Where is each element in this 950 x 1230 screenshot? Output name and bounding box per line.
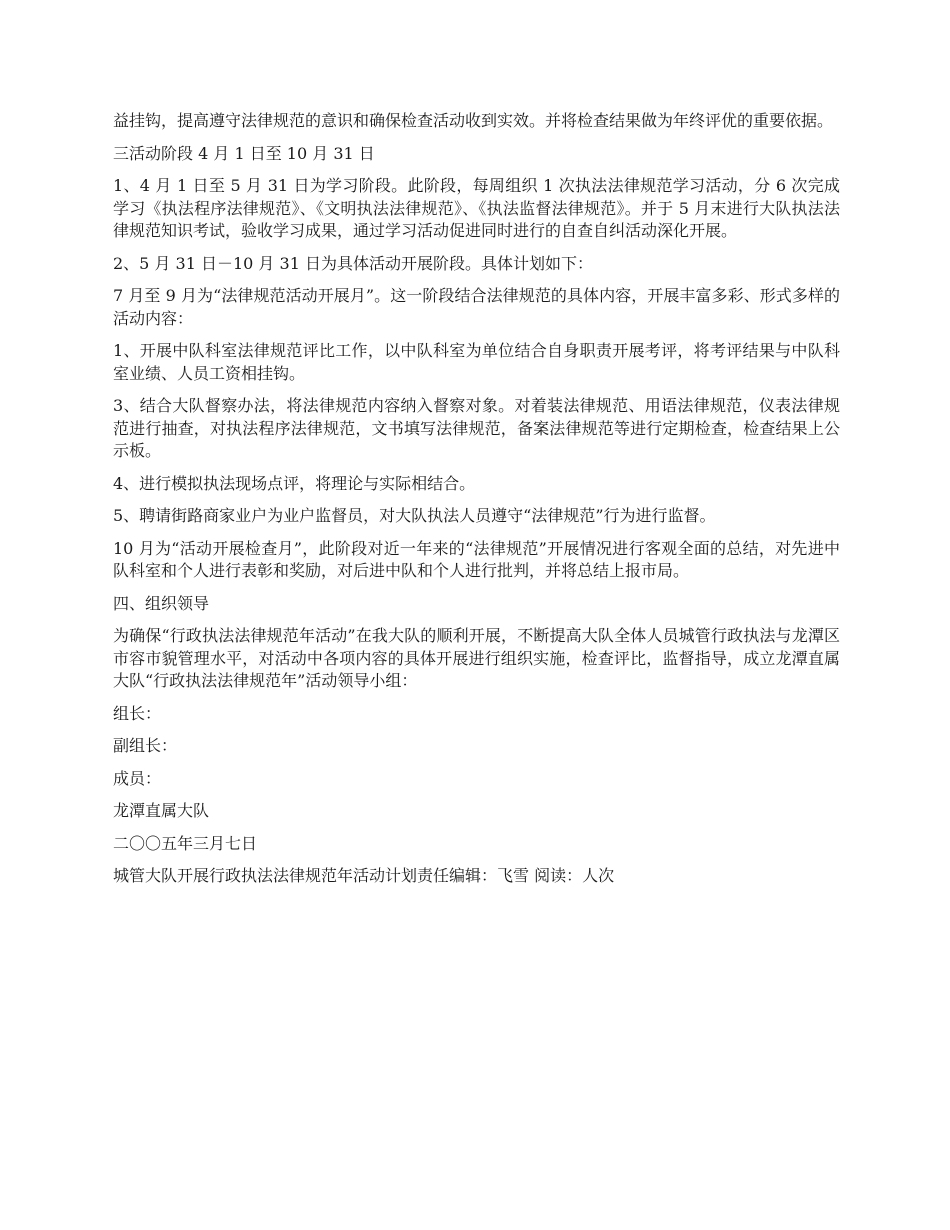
- list-item: 5、聘请街路商家业户为业户监督员，对大队执法人员遵守“法律规范”行为进行监督。: [113, 506, 716, 525]
- paragraph: 2、5 月 31 日－10 月 31 日为具体活动开展阶段。具体计划如下：: [113, 253, 593, 273]
- signature-organization: 龙潭直属大队: [113, 801, 210, 820]
- paragraph: 10 月为“活动开展检查月”，此阶段对近一年来的“法律规范”开展情况进行客观全面的总结，对先进中队科室和个人进行表彰和奖励，对后进中队和个人进行批判，并将总结上报市局。: [113, 538, 840, 580]
- paragraph: 为确保“行政执法法律规范年活动”在我大队的顺利开展，不断提高大队全体人员城管行政执法与龙潭区市容市貌管理水平，对活动中各项内容的具体开展进行组织实施，检查评比，监督指导，成立龙潭直属大队“行政执法法律规范年”活动领导小组：: [113, 626, 840, 690]
- section-heading: 三活动阶段 4 月 1 日至 10 月 31 日: [113, 143, 375, 163]
- role-line-leader: 组长：: [113, 703, 162, 723]
- document-body: [113, 110, 840, 898]
- list-item: 3、结合大队督察办法，将法律规范内容纳入督察对象。对着装法律规范、用语法律规范，仪表法律规范进行抽查，对执法程序法律规范，文书填写法律规范，备案法律规范等进行定期检查，检查结果上公示板。: [113, 396, 840, 460]
- footer-credit-line: 城管大队开展行政执法法律规范年活动计划责任编辑：飞雪 阅读：人次: [113, 866, 615, 885]
- role-line-deputy: 副组长：: [113, 736, 178, 755]
- role-line-members: 成员：: [113, 768, 162, 788]
- paragraph: 益挂钩，提高遵守法律规范的意识和确保检查活动收到实效。并将检查结果做为年终评优的重要依据。: [113, 111, 834, 130]
- paragraph: 7 月至 9 月为“法律规范活动开展月”。这一阶段结合法律规范的具体内容，开展丰富多彩、形式多样的活动内容：: [113, 286, 840, 328]
- signature-date: 二〇〇五年三月七日: [113, 833, 258, 853]
- list-item: 4、进行模拟执法现场点评，将理论与实际相结合。: [113, 473, 476, 493]
- section-heading: 四、组织领导: [113, 593, 210, 613]
- list-item: 1、开展中队科室法律规范评比工作，以中队科室为单位结合自身职责开展考评，将考评结果与中队科室业绩、人员工资相挂钩。: [113, 341, 840, 383]
- paragraph: 1、4 月 1 日至 5 月 31 日为学习阶段。此阶段，每周组织 1 次执法法律规范学习活动，分 6 次完成学习《执法程序法律规范》、《文明执法法律规范》、《执法监督法律规范》。并于 5 月末进行大队执法法律规范知识考试，验收学习成果，通过学习活动促进同时进行的自查自纠活动深化开展。: [113, 176, 840, 240]
